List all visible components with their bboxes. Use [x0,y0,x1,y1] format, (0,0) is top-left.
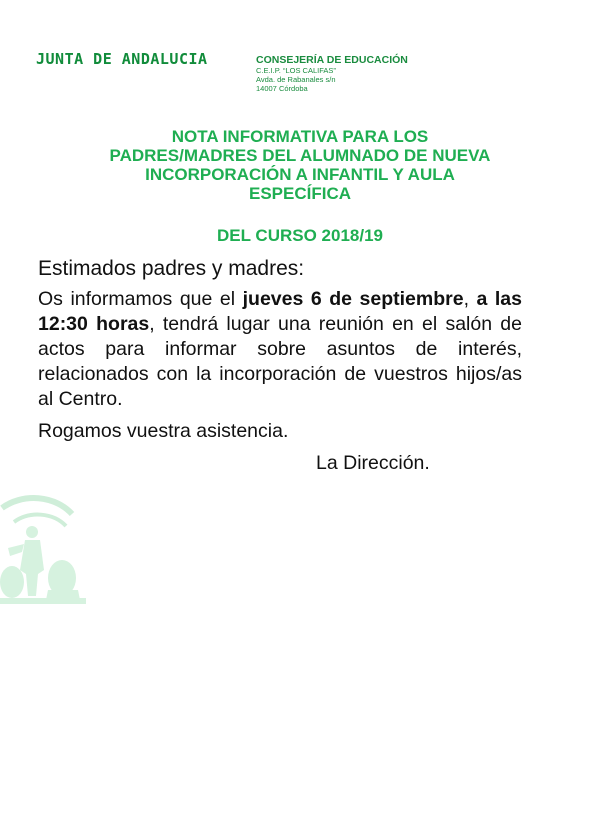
signature: La Dirección. [316,452,430,474]
ministry-header [256,55,408,93]
meeting-time: a las 12:30 horas [38,288,522,335]
school-address: Avda. de Rabanales s/n [256,75,336,84]
attendance-request: Rogamos vuestra asistencia. [38,420,289,442]
title-line-2: PADRES/MADRES DEL ALUMNADO DE NUEVA [109,146,491,165]
body-paragraph [38,287,522,412]
course-year: DEL CURSO 2018/19 [217,226,383,245]
notice-title [40,127,560,203]
meeting-date: jueves 6 de septiembre [242,288,464,310]
school-name: C.E.I.P. “LOS CALIFAS” [256,66,336,75]
department-name: CONSEJERÍA DE EDUCACIÓN [256,54,408,66]
title-line-3: INCORPORACIÓN A INFANTIL Y AULA [145,165,455,184]
school-postal: 14007 Córdoba [256,84,308,93]
para-start: Os informamos que el [38,288,243,310]
andalucia-emblem-watermark [0,478,110,608]
para-rest: , tendrá lugar una reunión en el salón de actos para informar sobre asuntos de interés, relacionados con la incorporación de vuestros hijos/as al Centro. [38,313,522,410]
junta-logo-text: JUNTA DE ANDALUCIA [36,50,208,68]
para-comma: , [463,288,477,310]
greeting: Estimados padres y madres: [38,257,305,280]
title-line-4: ESPECÍFICA [248,184,352,203]
title-line-1: NOTA INFORMATIVA PARA LOS [171,127,429,146]
